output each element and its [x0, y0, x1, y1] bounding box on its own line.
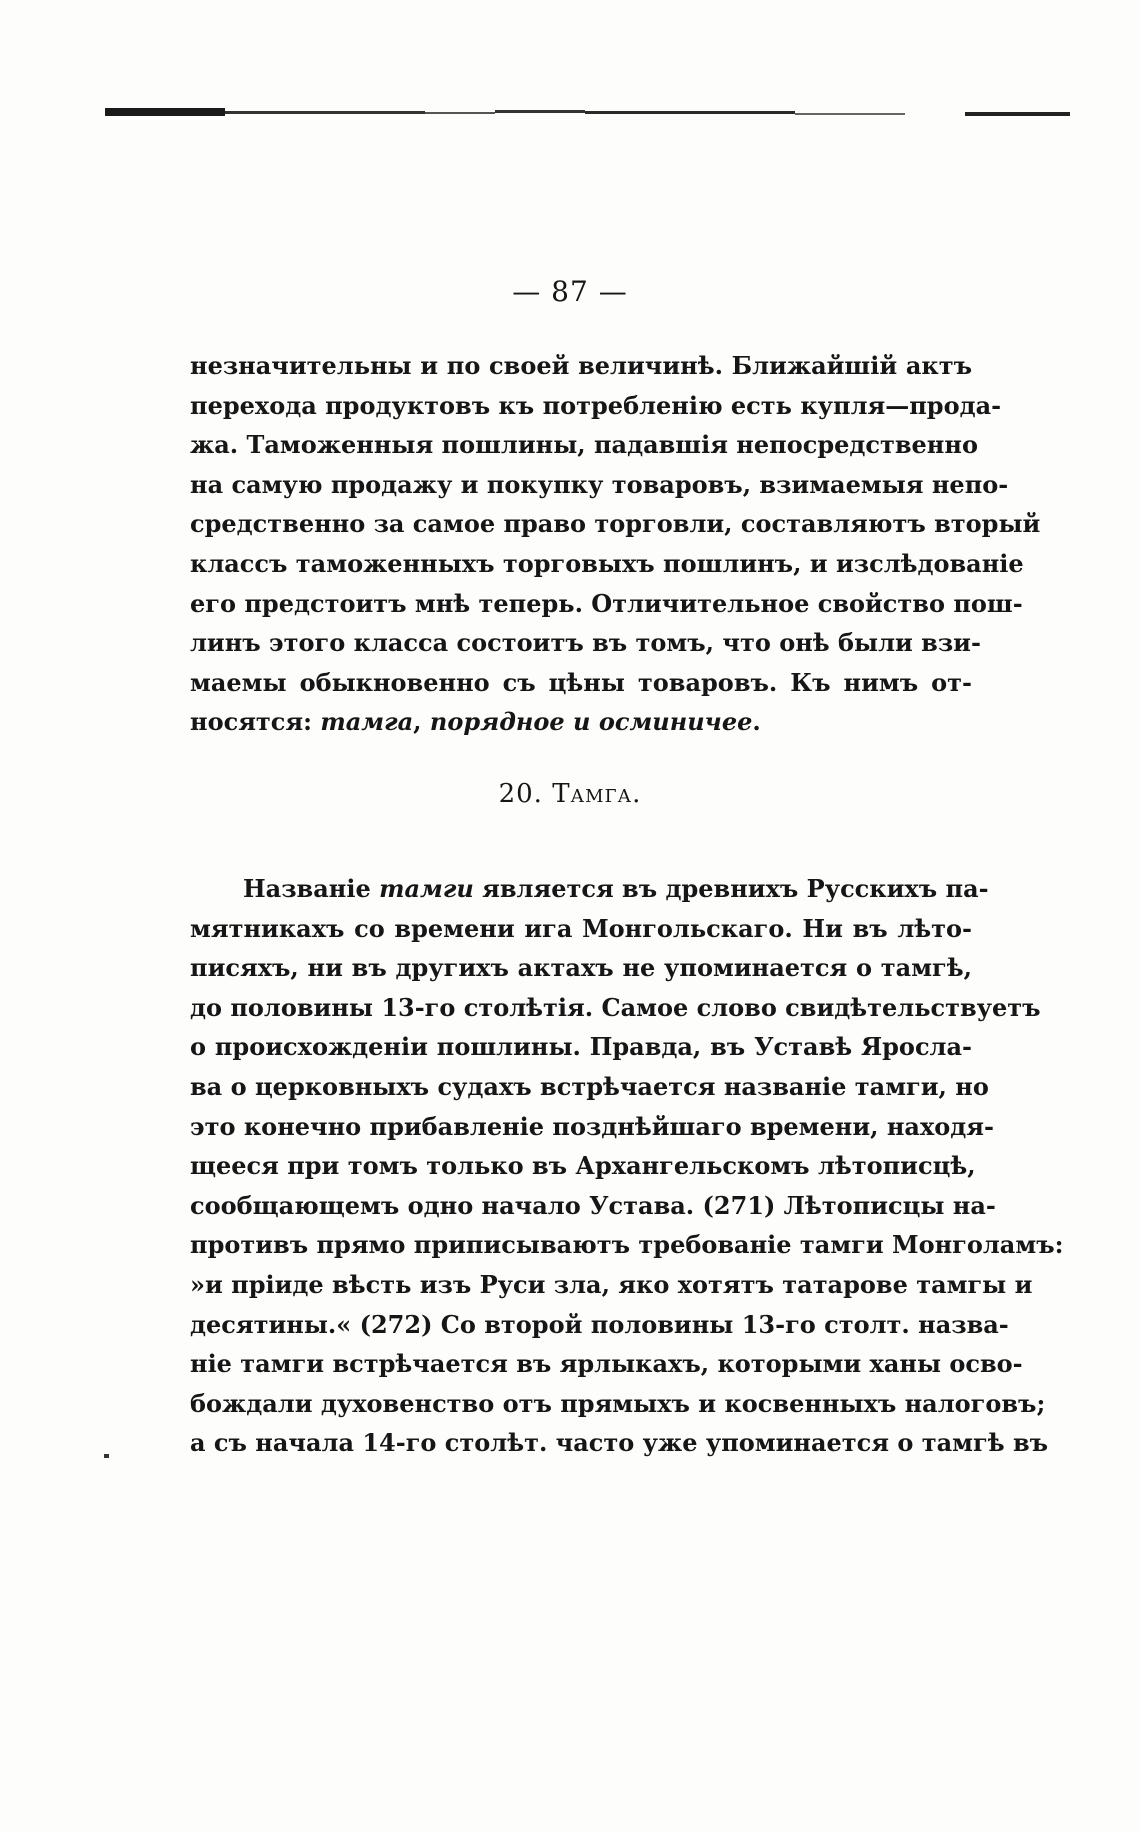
line-text: является въ древнихъ Русскихъ па- — [473, 874, 989, 903]
line-text: . — [752, 707, 761, 737]
paragraph-line: ва о церковныхъ судахъ встрѣчается названіе тамги, но — [190, 1071, 989, 1101]
section-title: Тамга. — [552, 779, 642, 809]
line-text: Названіе — [243, 874, 380, 903]
paragraph-line: »и пріиде вѣсть изъ Руси зла, яко хотятъ татарове тамгы и — [190, 1269, 1033, 1299]
paragraph-line: средственно за самое право торговли, составляютъ вторый — [190, 509, 1041, 539]
paragraph-line: сообщающемъ одно начало Устава. (271) Лѣтописцы на- — [190, 1190, 996, 1220]
top-border-rule — [105, 106, 1070, 120]
paragraph-line: его предстоитъ мнѣ теперь. Отличительное свойство пош- — [190, 588, 1023, 618]
paragraph-1 — [190, 346, 1041, 742]
section-number: 20. — [498, 779, 543, 809]
page-number: — 87 — — [512, 275, 628, 308]
paragraph-2 — [190, 869, 1064, 1463]
italic-term: тамги — [379, 874, 474, 903]
paragraph-line: маемы обыкновенно съ цѣны товаровъ. Къ нимъ от- — [190, 667, 972, 697]
paragraph-line: до половины 13-го столѣтія. Самое слово свидѣтельствуетъ — [190, 992, 1041, 1022]
italic-term: порядное и осминичее — [429, 707, 753, 737]
line-text: , — [413, 707, 430, 737]
line-text: носятся: — [190, 707, 321, 737]
paragraph-line: а съ начала 14-го столѣт. часто уже упоминается о тамгѣ въ — [190, 1428, 1049, 1458]
paragraph-line: на самую продажу и покупку товаровъ, взимаемыя непо- — [190, 469, 1009, 499]
paragraph-line: классъ таможенныхъ торговыхъ пошлинъ, и изслѣдованіе — [190, 548, 1024, 578]
paragraph-line: щееся при томъ только въ Архангельскомъ лѣтописцѣ, — [190, 1151, 976, 1181]
paragraph-line: бождали духовенство отъ прямыхъ и косвенныхъ налоговъ; — [190, 1388, 1046, 1418]
paragraph-line: о происхожденіи пошлины. Правда, въ Уставѣ Яросла- — [190, 1032, 972, 1062]
italic-term: тамга — [320, 707, 414, 737]
paragraph-line: десятины.« (272) Со второй половины 13-го столт. назва- — [190, 1309, 1009, 1339]
paragraph-last-line — [190, 702, 972, 742]
ink-speck — [104, 1454, 109, 1458]
paragraph-line: ніе тамги встрѣчается въ ярлыкахъ, которыми ханы осво- — [190, 1349, 1023, 1379]
paragraph-first-line — [190, 869, 989, 909]
paragraph-line: это конечно прибавленіе позднѣйшаго времени, находя- — [190, 1111, 994, 1141]
paragraph-line: противъ прямо приписываютъ требованіе тамги Монголамъ: — [190, 1230, 1064, 1260]
paragraph-line: перехода продуктовъ къ потребленію есть купля—прода- — [190, 390, 1002, 420]
paragraph-line: писяхъ, ни въ другихъ актахъ не упоминается о тамгѣ, — [190, 953, 972, 983]
section-heading — [0, 779, 1140, 809]
paragraph-line: жа. Таможенныя пошлины, падавшія непосредственно — [190, 430, 978, 460]
paragraph-line: незначительны и по своей величинѣ. Ближайшій актъ — [190, 351, 972, 380]
paragraph-line: мятникахъ со времени ига Монгольскаго. Ни въ лѣто- — [190, 913, 972, 943]
paragraph-line: линъ этого класса состоитъ въ томъ, что онѣ были взи- — [190, 628, 981, 658]
